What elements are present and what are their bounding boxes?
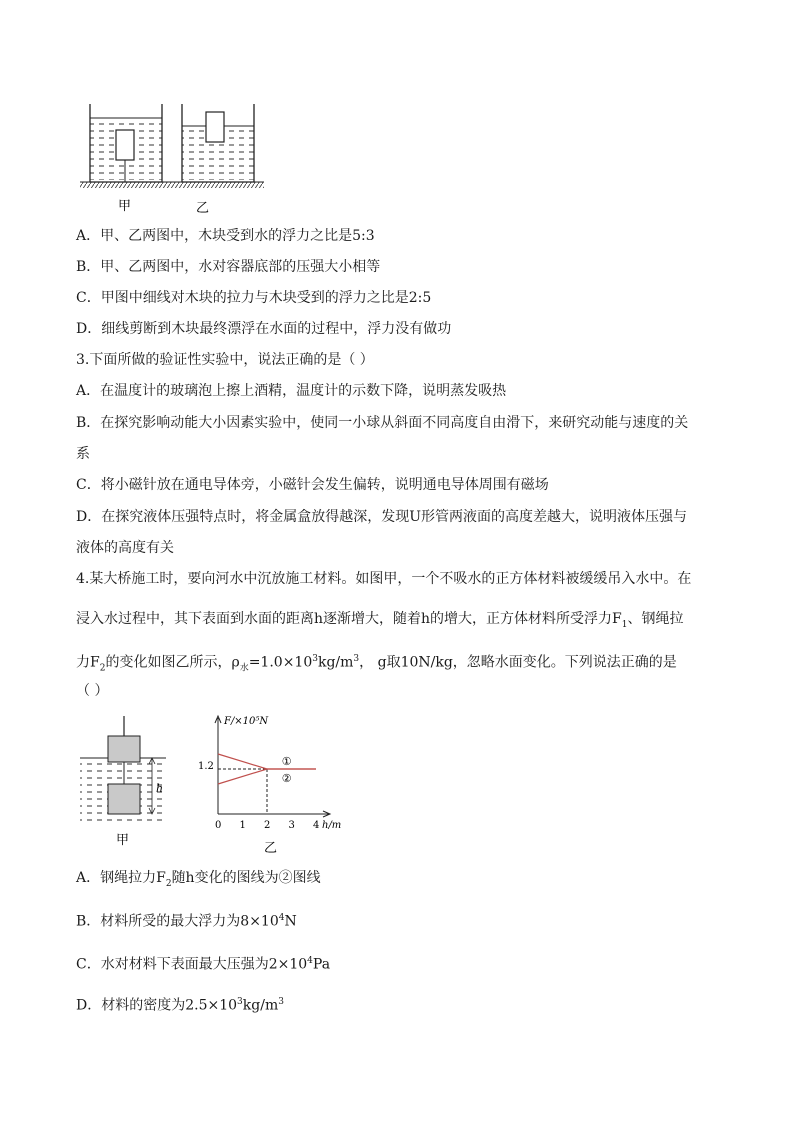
q4-stem-line2 [76, 609, 683, 635]
q4-option-d-sup: 3 [237, 997, 243, 1007]
q4-stem-line3-e: ， g取10N/kg，忽略水面变化。下列说法正确的是 [359, 654, 677, 671]
q3-option-a: A．在温度计的玻璃泡上擦上酒精，温度计的示数下降，说明蒸发吸热 [76, 383, 507, 399]
q4-stem-line2-text: 浸入水过程中，其下表面到水面的距离h逐渐增大，随着h的增大，正方体材料所受浮力F [76, 611, 622, 627]
q4-stem-line3-d: kg/m [317, 654, 354, 671]
q4-option-d [76, 992, 284, 1016]
q3-option-d-cont: 液体的高度有关 [76, 540, 174, 556]
x-tick-label: 0 [215, 820, 222, 831]
q2-option-c: C．甲图中细线对木块的拉力与木块受到的浮力之比是2:5 [76, 290, 432, 306]
q4-sub-water: 水 [239, 663, 249, 674]
q3-option-d: D．在探究液体压强特点时，将金属盒放得越深，发现U形管两液面的高度差越大，说明液体压强与 [76, 509, 688, 525]
wood-block-yi [206, 112, 224, 142]
q4-option-c [76, 951, 330, 975]
x-tick-label: 2 [264, 820, 271, 831]
q4-option-b-rest: N [284, 913, 297, 930]
cube-upper [108, 736, 140, 762]
x-tick-label: 4 [313, 820, 320, 831]
label-jia: 甲 [118, 199, 132, 214]
q4-stem-blank: （ ） [76, 683, 109, 699]
wood-block-jia [116, 130, 134, 160]
label-yi: 乙 [196, 201, 210, 216]
label-jia-q4: 甲 [116, 833, 130, 848]
q4-option-a-sub: 2 [165, 878, 172, 889]
q4-option-d-sup2: 3 [278, 997, 284, 1007]
q4-option-a-text: A．钢绳拉力F [76, 870, 166, 886]
q3-option-b: B．在探究影响动能大小因素实验中，使同一小球从斜面不同高度自由滑下，来研究动能与速度的关 [76, 415, 689, 431]
cube-lower [108, 784, 140, 814]
q4-stem-line3-a: 力F [76, 654, 100, 671]
q3-option-b-cont: 系 [76, 446, 90, 462]
q3-stem: 3.下面所做的验证性实验中，说法正确的是（ ） [76, 352, 374, 368]
q4-sup-3b: 3 [353, 654, 360, 664]
label-h: h [156, 782, 164, 795]
x-tick-label: 1 [239, 820, 246, 831]
series-label-1: ① [281, 755, 292, 768]
q4-stem-line3 [76, 649, 677, 678]
q4-sub-1: 1 [621, 619, 628, 630]
q4-option-d-text: D．材料的密度为2.5×10 [76, 997, 238, 1014]
q4-option-a [76, 868, 321, 894]
x-tick-label: 3 [288, 820, 295, 831]
q4-sup-3a: 3 [312, 654, 318, 664]
q4-figure-jia [76, 712, 176, 852]
label-yi-q4: 乙 [264, 841, 278, 856]
x-axis-label: h/m [322, 820, 342, 831]
series-line-1 [218, 754, 316, 769]
q4-option-b [76, 908, 297, 932]
y-axis-label: F/×10⁵N [224, 716, 269, 727]
q4-sub-2: 2 [99, 663, 106, 674]
q3-option-c: C．将小磁针放在通电导体旁，小磁针会发生偏转，说明通电导体周围有磁场 [76, 477, 549, 493]
q4-stem-line2-tail: 、钢绳拉 [627, 611, 684, 627]
q2-option-b: B．甲、乙两图中，水对容器底部的压强大小相等 [76, 259, 381, 275]
q4-stem-line3-c: =1.0×10 [248, 654, 313, 671]
container-jia [90, 104, 162, 182]
q4-option-c-sup: 4 [307, 956, 313, 966]
series-label-2: ② [281, 772, 292, 785]
q4-option-a-rest: 随h变化的图线为②图线 [171, 870, 321, 886]
q4-option-d-rest: kg/m [242, 997, 279, 1014]
q2-option-a: A．甲、乙两图中，木块受到水的浮力之比是5:3 [76, 228, 375, 244]
q4-chart-yi [190, 710, 360, 858]
q4-stem-line1: 4.某大桥施工时，要向河水中沉放施工材料。如图甲，一个不吸水的正方体材料被缓缓吊入水中。在 [76, 571, 692, 587]
q4-option-b-text: B．材料所受的最大浮力为8×10 [76, 913, 279, 930]
q4-option-b-sup: 4 [278, 913, 285, 923]
q2-option-d: D．细线剪断到木块最终漂浮在水面的过程中，浮力没有做功 [76, 321, 452, 337]
q2-figure [78, 100, 268, 218]
q4-option-c-rest: Pa [312, 956, 331, 973]
q4-stem-line3-b: 的变化如图乙所示，ρ [105, 654, 240, 671]
container-yi [182, 104, 254, 182]
q4-option-c-text: C．水对材料下表面最大压强为2×10 [76, 956, 308, 973]
y-tick-label: 1.2 [198, 761, 214, 772]
